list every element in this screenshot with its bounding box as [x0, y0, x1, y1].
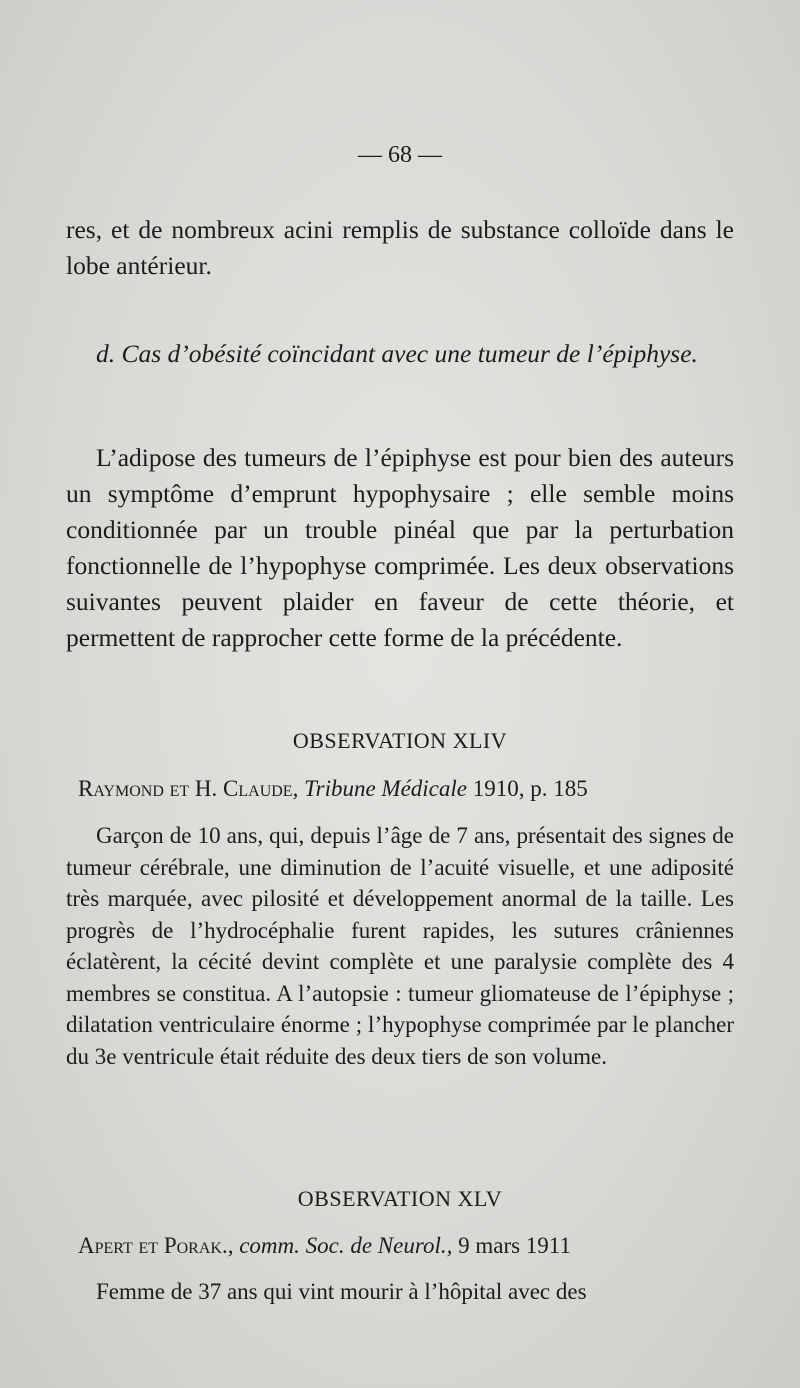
citation-details: 9 mars 1911 [458, 1233, 571, 1258]
observation-title: OBSERVATION XLIV [292, 728, 508, 753]
citation-details: 1910, p. 185 [472, 776, 588, 801]
observation-citation [78, 776, 738, 802]
observation-title: OBSERVATION XLV [297, 1186, 503, 1211]
observation-citation [78, 1233, 738, 1259]
citation-source: Tribune Médicale [304, 776, 467, 801]
section-heading: d. Cas d’obésité coïncidant avec une tumeur de l’épiphyse. [96, 339, 698, 368]
citation-source: comm. Soc. de Neurol., [239, 1233, 453, 1258]
observation-text: Garçon de 10 ans, qui, depuis l’âge de 7 ans, présentait des signes de tumeur cérébrale, une diminution de l’acuité visuelle, et une adiposité très marquée, avec pilosité et développement anormal de la taille. Les progrès de l’hydrocéphalie furent rapides, les sutures crâniennes éclatèrent, la cécité devint complète et une paralysie complète des 4 membres se constitua. A l’autopsie : tumeur gliomateuse de l’épiphyse ; dilatation ventriculaire énorme ; l’hypophyse comprimée par le plancher du 3e ventricule était réduite des deux tiers de son volume. [66, 823, 734, 1069]
continuation-paragraph: res, et de nombreux acini remplis de substance colloïde dans le lobe antérieur. [66, 215, 734, 280]
observation-text: Femme de 37 ans qui vint mourir à l’hôpital avec des [96, 1279, 587, 1304]
page-number: — 68 — [358, 142, 442, 168]
citation-authors: Apert et Porak., [78, 1233, 234, 1258]
citation-authors: Raymond et H. Claude, [78, 776, 299, 801]
intro-paragraph: L’adipose des tumeurs de l’épiphyse est pour bien des auteurs un symptôme d’emprunt hypophysaire ; elle semble moins conditionnée par un trouble pinéal que par la perturbation fonctionnelle de l’hypophyse comprimée. Les deux observations suivantes peuvent plaider en faveur de cette théorie, et permettent de rapprocher cette forme de la précédente. [66, 443, 734, 652]
